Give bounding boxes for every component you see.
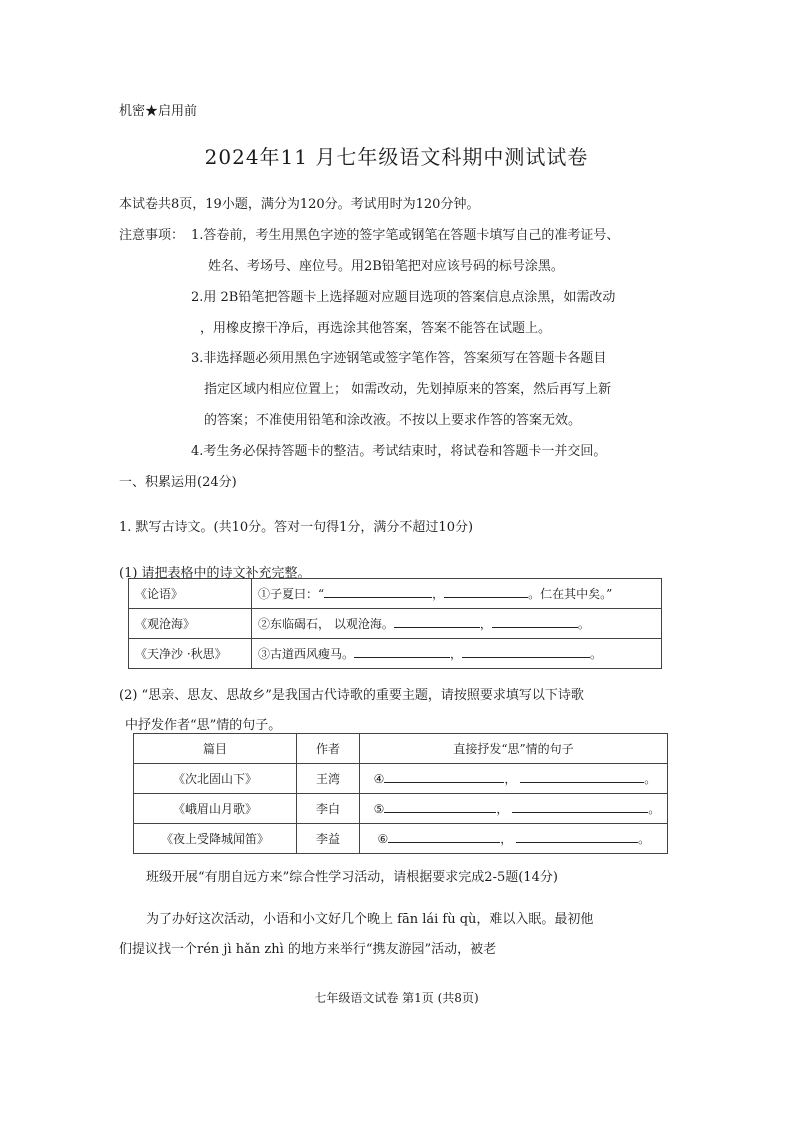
table-row	[134, 824, 668, 854]
poem-author: 王湾	[297, 764, 360, 794]
text-post: 。	[644, 772, 657, 786]
blank-cell[interactable]	[360, 794, 668, 824]
blank-cell[interactable]	[360, 824, 668, 854]
text-post: 。	[590, 647, 603, 661]
answer-blank[interactable]	[394, 615, 480, 628]
answer-blank[interactable]	[512, 800, 648, 813]
blank-cell[interactable]	[252, 639, 662, 669]
question-1-1: (1) 请把表格中的诗文补充完整。	[119, 566, 311, 581]
text-post: 。	[577, 617, 590, 631]
answer-blank[interactable]	[520, 770, 644, 783]
text-post: 。	[648, 802, 661, 816]
text-pre: ②东临碣石， 以观沧海。	[258, 617, 394, 631]
blank-cell[interactable]	[360, 764, 668, 794]
table-header-row	[134, 734, 668, 764]
poem-author: 李益	[297, 824, 360, 854]
poem-title: 《夜上受降城闻笛》	[134, 824, 297, 854]
table-row	[129, 639, 662, 669]
poem-table-2	[133, 733, 668, 854]
answer-blank[interactable]	[444, 585, 528, 598]
text-mid: ，	[450, 647, 463, 661]
question-1-2: (2) “思亲、思友、思故乡”是我国古代诗歌的重要主题，请按照要求填写以下诗歌	[119, 688, 584, 703]
header-title: 篇目	[134, 734, 297, 764]
poem-title: 《天净沙 ·秋思》	[129, 639, 252, 669]
confidential-label: 机密★启用前	[119, 104, 198, 119]
blank-cell[interactable]	[252, 579, 662, 609]
table-row	[129, 579, 662, 609]
text-mid: ，	[479, 617, 492, 631]
answer-blank[interactable]	[384, 800, 496, 813]
poem-author: 李白	[297, 794, 360, 824]
answer-blank[interactable]	[462, 645, 590, 658]
note-line: 姓名、考场号、座位号。用2B铅笔把对应该号码的标号涂黑。	[208, 259, 564, 274]
blank-cell[interactable]	[252, 609, 662, 639]
header-author: 作者	[297, 734, 360, 764]
text-post: 。	[638, 832, 651, 846]
poem-title: 《观沧海》	[129, 609, 252, 639]
question-1: 1. 默写古诗文。(共10分。答对一句得1分，满分不超过10分)	[119, 520, 474, 535]
page-footer: 七年级语文试卷 第1页 (共8页)	[314, 991, 479, 1005]
text-mid: ，	[500, 832, 513, 846]
poem-table-1	[128, 578, 662, 669]
answer-blank[interactable]	[384, 770, 504, 783]
note-line: 指定区域内相应位置上； 如需改动，先划掉原来的答案，然后再写上新	[204, 382, 612, 397]
item-number: ④	[373, 772, 385, 786]
note-line: ，用橡皮擦干净后，再选涂其他答案，答案不能答在试题上。	[200, 321, 552, 336]
item-number: ⑤	[373, 802, 385, 816]
answer-blank[interactable]	[388, 830, 500, 843]
note-line: 3.非选择题必须用黑色字迹钢笔或签字笔作答，答案须写在答题卡各题目	[191, 351, 607, 366]
answer-blank[interactable]	[516, 830, 638, 843]
poem-title: 《论语》	[129, 579, 252, 609]
note-line: 2.用 2B铅笔把答题卡上选择题对应题目选项的答案信息点涂黑，如需改动	[191, 290, 616, 305]
text-mid: ，	[432, 587, 445, 601]
item-number: ⑥	[377, 832, 389, 846]
page-title: 2024年11 月七年级语文科期中测试试卷	[204, 145, 589, 169]
answer-blank[interactable]	[324, 585, 432, 598]
text-post: 。仁在其中矣。”	[528, 587, 613, 601]
note-line: 1.答卷前，考生用黑色字迹的签字笔或钢笔在答题卡填写自己的准考证号、	[191, 228, 620, 243]
note-line: 的答案；不准使用铅笔和涂改液。不按以上要求作答的答案无效。	[204, 413, 582, 428]
poem-title: 《峨眉山月歌》	[134, 794, 297, 824]
answer-blank[interactable]	[492, 615, 578, 628]
question-1-2-cont: 中抒发作者“思”情的句子。	[125, 718, 282, 733]
notes-label: 注意事项：	[119, 228, 185, 243]
text-pre: ③古道西风瘦马。	[258, 647, 355, 661]
table-row	[134, 764, 668, 794]
text-mid: ，	[504, 772, 517, 786]
text-mid: ，	[496, 802, 509, 816]
passage-line: 为了办好这次活动，小语和小文好几个晚上 fān lái fù qù，难以入眠。最初他	[146, 912, 594, 927]
text-pre: ①子夏曰：“	[258, 587, 325, 601]
header-sentence: 直接抒发“思”情的句子	[360, 734, 668, 764]
activity-intro: 班级开展“有朋自远方来”综合性学习活动，请根据要求完成2-5题(14分)	[146, 870, 558, 885]
table-row	[134, 794, 668, 824]
answer-blank[interactable]	[354, 645, 450, 658]
exam-intro: 本试卷共8页，19小题，满分为120分。考试用时为120分钟。	[119, 197, 480, 212]
table-row	[129, 609, 662, 639]
section-heading: 一、积累运用(24分)	[119, 475, 237, 490]
note-line: 4.考生务必保持答题卡的整洁。考试结束时，将试卷和答题卡一并交回。	[191, 444, 607, 459]
poem-title: 《次北固山下》	[134, 764, 297, 794]
passage-line: 们提议找一个rén jì hǎn zhì 的地方来举行“携友游园”活动，被老	[119, 942, 497, 957]
